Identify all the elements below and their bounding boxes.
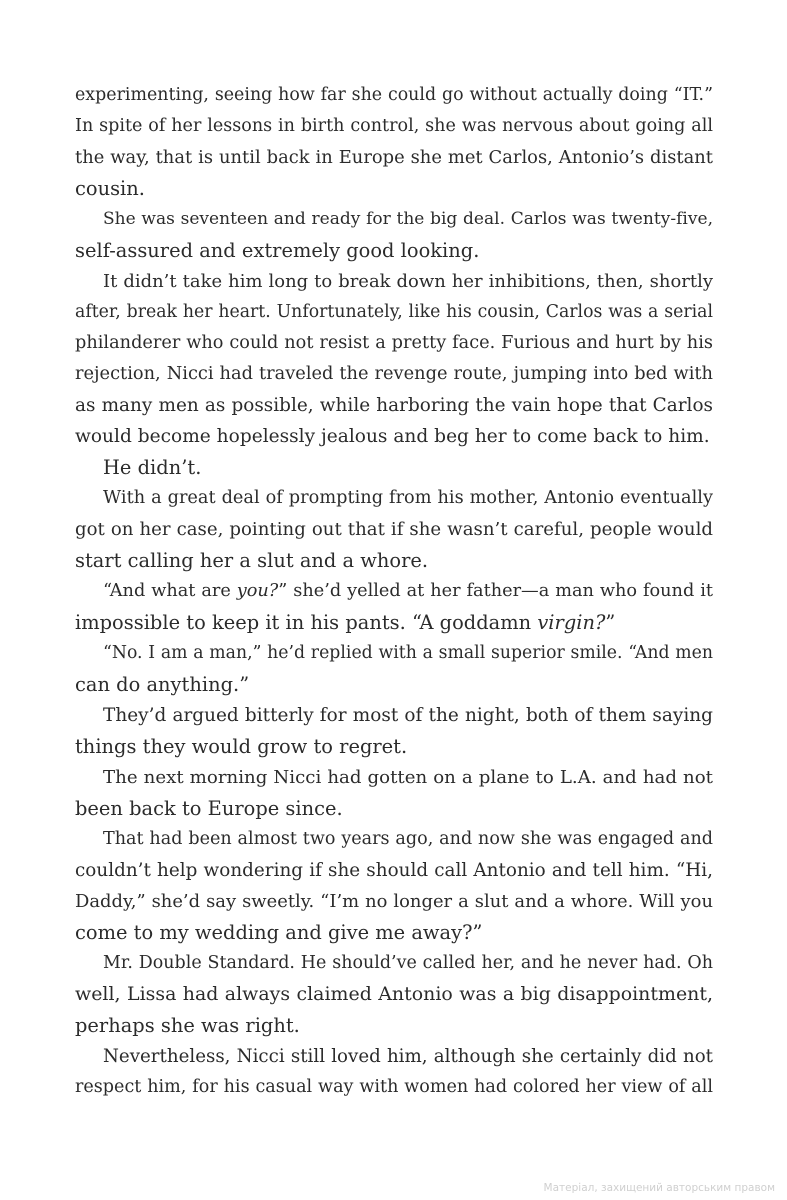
text-line: Nevertheless, Nicci still loved him, although she certainly did not: [103, 1046, 713, 1067]
text-line: come to my wedding and give me away?”: [75, 921, 483, 944]
text-line: got on her case, pointing out that if she wasn’t careful, people would: [75, 519, 713, 540]
text-line: Mr. Double Standard. He should’ve called her, and he never had. Oh: [103, 953, 713, 973]
text-line: With a great deal of prompting from his mother, Antonio eventually: [103, 488, 713, 508]
text-line: couldn’t help wondering if she should call Antonio and tell him. “Hi,: [75, 860, 713, 881]
text-segment: ”: [605, 611, 616, 634]
copyright-watermark: Матеріал, захищений авторським правом: [543, 1182, 775, 1194]
text-line: things they would grow to regret.: [75, 735, 408, 758]
text-line: can do anything.”: [75, 673, 250, 696]
text-segment: impossible to keep it in his pants. “A goddamn: [75, 611, 538, 634]
text-segment: “And what are: [103, 581, 237, 601]
italic-text: virgin?: [537, 611, 606, 634]
text-line: It didn’t take him long to break down her inhibitions, then, shortly: [103, 271, 713, 292]
text-line: the way, that is until back in Europe she met Carlos, Antonio’s distant: [75, 147, 713, 168]
text-line: as many men as possible, while harboring the vain hope that Carlos: [75, 395, 713, 416]
text-line: experimenting, seeing how far she could go without actually doing “IT.”: [75, 85, 713, 105]
text-line: “No. I am a man,” he’d replied with a small superior smile. “And men: [103, 643, 713, 663]
text-line: self-assured and extremely good looking.: [75, 239, 480, 262]
text-line: cousin.: [75, 177, 145, 200]
text-line: He didn’t.: [103, 456, 202, 479]
text-line: after, break her heart. Unfortunately, like his cousin, Carlos was a serial: [75, 302, 713, 322]
text-line: In spite of her lessons in birth control, she was nervous about going all: [75, 116, 713, 136]
text-line: [75, 607, 713, 638]
text-line: The next morning Nicci had gotten on a plane to L.A. and had not: [103, 767, 713, 788]
text-line: They’d argued bitterly for most of the night, both of them saying: [103, 705, 713, 726]
text-line: been back to Europe since.: [75, 797, 343, 820]
text-line: She was seventeen and ready for the big deal. Carlos was twenty-five,: [103, 209, 713, 229]
text-line: Daddy,” she’d say sweetly. “I’m no longer a slut and a whore. Will you: [75, 891, 713, 912]
text-line: start calling her a slut and a whore.: [75, 549, 429, 572]
text-segment: ” she’d yelled at her father—a man who found it: [278, 581, 713, 601]
text-line: respect him, for his casual way with women had colored her view of all: [75, 1077, 713, 1097]
text-line: rejection, Nicci had traveled the revenge route, jumping into bed with: [75, 364, 713, 384]
text-line: philanderer who could not resist a pretty face. Furious and hurt by his: [75, 333, 713, 353]
italic-text: you?: [236, 581, 279, 601]
text-line: well, Lissa had always claimed Antonio was a big disappointment,: [75, 983, 713, 1005]
text-line: That had been almost two years ago, and now she was engaged and: [103, 829, 713, 849]
text-line: would become hopelessly jealous and beg her to come back to him.: [75, 426, 710, 447]
book-page-text: [75, 80, 713, 1103]
text-line: perhaps she was right.: [75, 1014, 300, 1037]
text-line: [75, 576, 713, 607]
